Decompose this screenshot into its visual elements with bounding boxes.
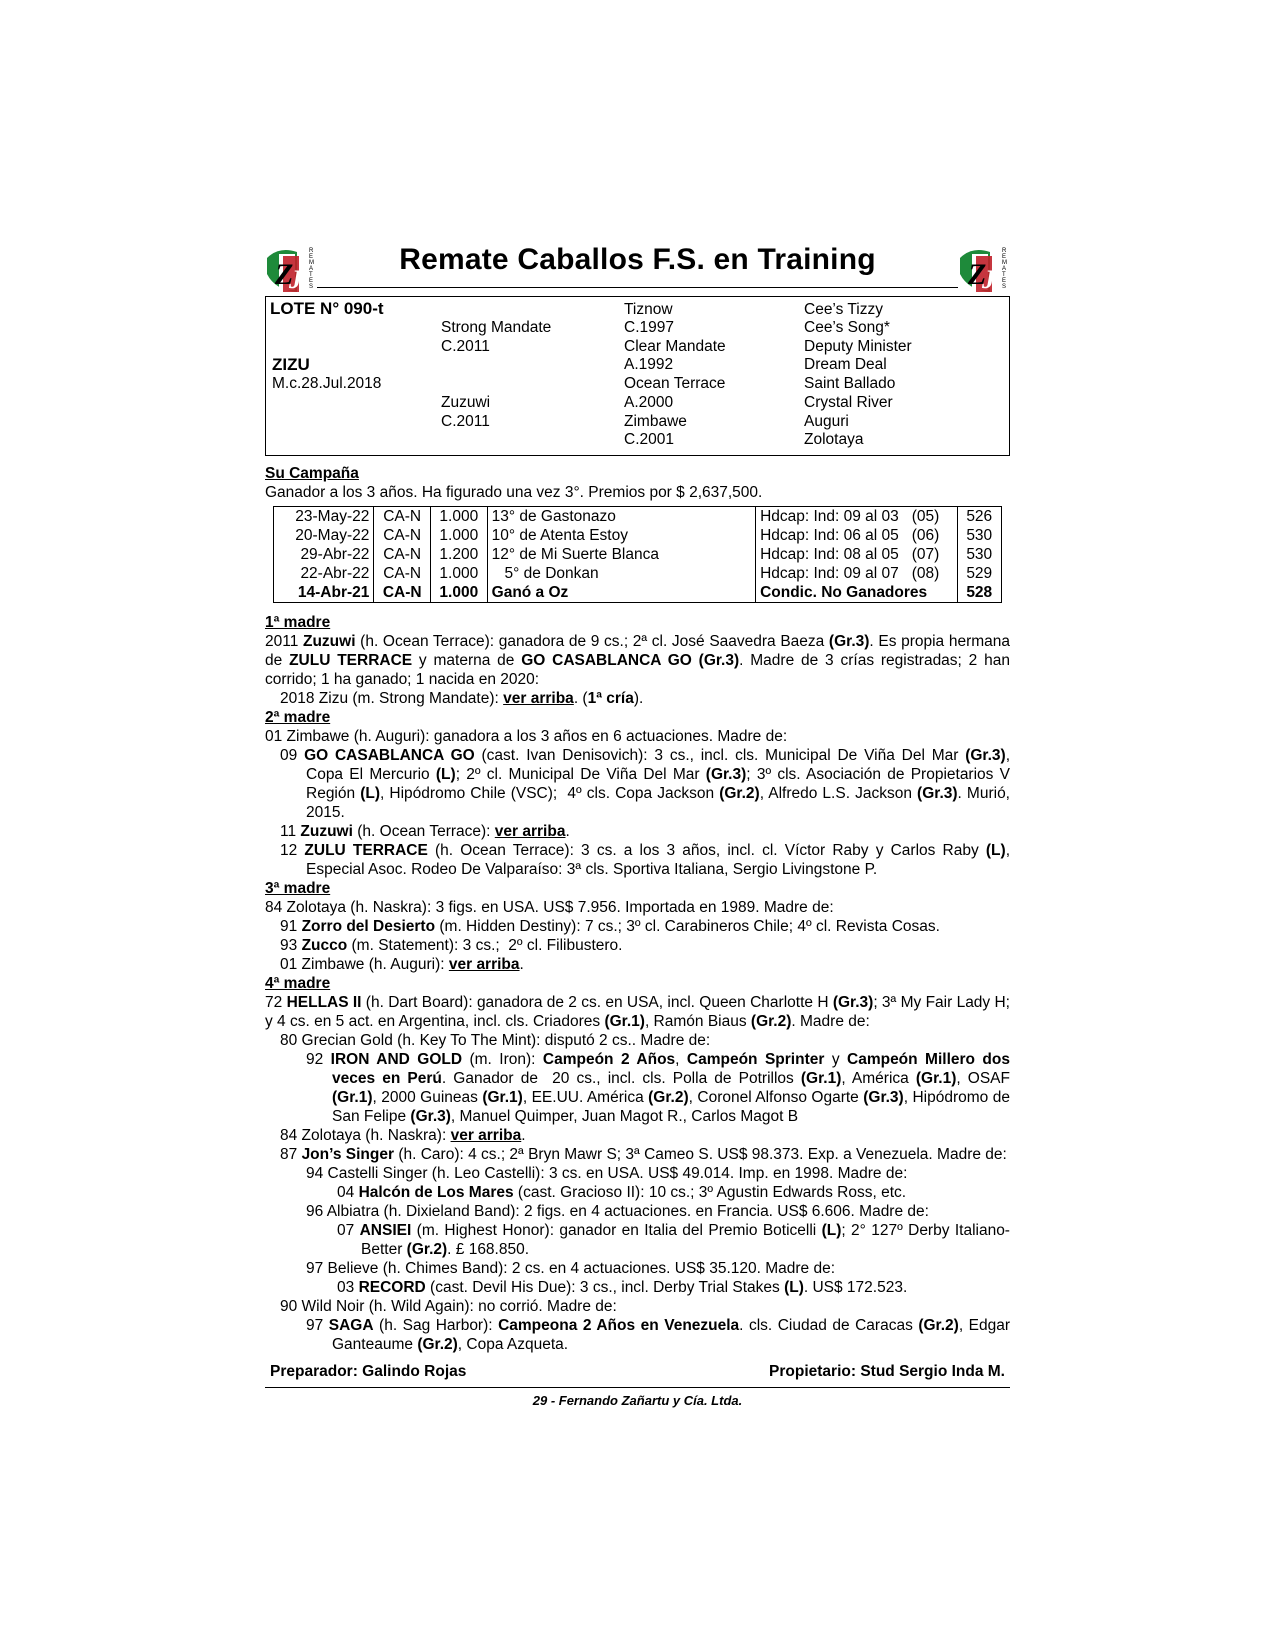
ancestor-6: Crystal River <box>804 394 893 411</box>
race-result: 10° de Atenta Estoy <box>487 526 755 545</box>
granddam-2-year: C.2001 <box>624 431 674 448</box>
fourth-dam-produce-3-2-1: 07 ANSIEI (m. Highest Honor): ganador en Italia del Premio Boticelli (L); 2° 127º Derby Italiano-Better (Gr.2). £ 168.850. <box>337 1222 1010 1258</box>
svg-text:A: A <box>1002 266 1007 272</box>
race-distance: 1.000 <box>431 583 488 603</box>
first-dam-produce: 2018 Zizu (m. Strong Mandate): ver arriba. (1ª cría). <box>280 690 644 707</box>
race-track: CA-N <box>374 526 431 545</box>
fourth-dam-produce-3-2: 96 Albiatra (h. Dixieland Band): 2 figs. en 4 actuaciones. en Francia. US$ 6.606. Madre de: <box>306 1203 929 1220</box>
owner-label: Propietario: Stud Sergio Inda M. <box>769 1363 1005 1380</box>
sire-year: C.2011 <box>441 338 490 355</box>
horse-info: M.c.28.Jul.2018 <box>272 375 382 392</box>
svg-text:R: R <box>1002 248 1007 254</box>
fourth-dam-produce-3-3: 97 Believe (h. Chimes Band): 2 cs. en 4 actuaciones. US$ 35.120. Madre de: <box>306 1260 836 1277</box>
race-row <box>274 583 1002 603</box>
third-dam-produce-1: 91 Zorro del Desierto (m. Hidden Destiny): 7 cs.; 3º cl. Carabineros Chile; 4º cl. Revista Cosas. <box>280 918 940 935</box>
race-condition: Hdcap: Ind: 09 al 07 (08) <box>756 564 957 583</box>
footer-credits <box>265 1362 1010 1381</box>
fourth-dam-produce-4: 90 Wild Noir (h. Wild Again): no corrió. Madre de: <box>280 1298 617 1315</box>
fourth-dam-produce-2: 84 Zolotaya (h. Naskra): ver arriba. <box>280 1127 526 1144</box>
ancestor-1: Cee’s Tizzy <box>804 301 883 318</box>
lot-number: LOTE N° 090-t <box>270 299 384 318</box>
race-distance: 1.000 <box>431 526 488 545</box>
first-dam-heading: 1ª madre <box>265 614 331 631</box>
granddam-1-year: A.1992 <box>624 356 674 373</box>
svg-text:J: J <box>982 265 995 294</box>
trainer-label: Preparador: Galindo Rojas <box>270 1363 467 1380</box>
svg-text:J: J <box>289 265 302 294</box>
svg-text:E: E <box>309 278 314 284</box>
fourth-dam-produce-3-1: 94 Castelli Singer (h. Leo Castelli): 3 cs. en USA. US$ 49.014. Imp. en 1998. Madre de: <box>306 1165 908 1182</box>
horse-name: ZIZU <box>272 355 310 374</box>
third-dam-produce-2: 93 Zucco (m. Statement): 3 cs.; 2º cl. Filibustero. <box>280 937 623 954</box>
race-result: 13° de Gastonazo <box>487 507 755 527</box>
ancestor-5: Saint Ballado <box>804 375 896 392</box>
race-date: 29-Abr-22 <box>300 546 370 563</box>
race-table <box>273 506 1002 603</box>
ancestor-3: Deputy Minister <box>804 338 912 355</box>
race-weight: 530 <box>957 545 1001 564</box>
second-dam-produce-2: 11 Zuzuwi (h. Ocean Terrace): ver arriba. <box>280 823 570 840</box>
svg-text:E: E <box>1002 254 1007 260</box>
race-condition: Hdcap: Ind: 09 al 03 (05) <box>756 507 957 527</box>
granddam-2: Zimbawe <box>624 413 687 430</box>
race-date: 23-May-22 <box>295 508 370 525</box>
race-date: 20-May-22 <box>295 527 370 544</box>
svg-text:E: E <box>309 254 314 260</box>
ancestor-8: Zolotaya <box>804 431 864 448</box>
ancestor-4: Dream Deal <box>804 356 887 373</box>
race-row <box>274 526 1002 545</box>
race-result: 12° de Mi Suerte Blanca <box>487 545 755 564</box>
race-track: CA-N <box>374 583 431 603</box>
svg-text:Z: Z <box>275 258 294 291</box>
race-track: CA-N <box>374 507 431 527</box>
race-weight: 529 <box>957 564 1001 583</box>
fourth-dam-produce-1: 80 Grecian Gold (h. Key To The Mint): disputó 2 cs.. Madre de: <box>280 1032 711 1049</box>
race-condition: Condic. No Ganadores <box>756 583 957 603</box>
dam-year: C.2011 <box>441 413 490 430</box>
race-date: 22-Abr-22 <box>300 565 370 582</box>
svg-text:S: S <box>1002 284 1007 290</box>
pedigree-box <box>265 296 1010 456</box>
fourth-dam-text: 72 HELLAS II (h. Dart Board): ganadora de 2 cs. en USA, incl. Queen Charlotte H (Gr.3); 3ª My Fair Lady H; y 4 cs. en 5 act. en Argentina, incl. cls. Criadores (Gr.1), Ramón Biaus (Gr.2). Madre de: <box>265 994 1010 1030</box>
race-row <box>274 545 1002 564</box>
svg-text:M: M <box>309 260 314 266</box>
sire-name: Strong Mandate <box>441 319 552 336</box>
campaign-summary: Ganador a los 3 años. Ha figurado una vez 3°. Premios por $ 2,637,500. <box>265 484 763 501</box>
third-dam-produce-3: 01 Zimbawe (h. Auguri): ver arriba. <box>280 956 524 973</box>
catalog-page <box>265 244 1010 1410</box>
race-weight: 528 <box>957 583 1001 603</box>
race-distance: 1.000 <box>431 564 488 583</box>
race-date: 14-Abr-21 <box>297 584 370 601</box>
race-result: Ganó a Oz <box>487 583 755 603</box>
fourth-dam-produce-3-3-1: 03 RECORD (cast. Devil His Due): 3 cs., incl. Derby Trial Stakes (L). US$ 172.523. <box>337 1279 908 1296</box>
svg-text:T: T <box>1002 272 1006 278</box>
race-row <box>274 564 1002 583</box>
race-distance: 1.000 <box>431 507 488 527</box>
second-dam-produce-3: 12 ZULU TERRACE (h. Ocean Terrace): 3 cs. a los 3 años, incl. cl. Víctor Raby y Carlos Raby (L), Especial Asoc. Rodeo De Valparaíso: 3ª cls. Sportiva Italiana, Sergio Livingstone P. <box>280 842 1010 878</box>
fourth-dam-produce-3: 87 Jon’s Singer (h. Caro): 4 cs.; 2ª Bryn Mawr S; 3ª Cameo S. US$ 98.373. Exp. a Venezuela. Madre de: <box>280 1146 1007 1163</box>
grandsire-1-year: C.1997 <box>624 319 674 336</box>
svg-text:Z: Z <box>968 258 987 291</box>
race-row <box>274 507 1002 527</box>
third-dam-heading: 3ª madre <box>265 880 331 897</box>
race-condition: Hdcap: Ind: 06 al 05 (06) <box>756 526 957 545</box>
grandsire-2: Ocean Terrace <box>624 375 726 392</box>
race-condition: Hdcap: Ind: 08 al 05 (07) <box>756 545 957 564</box>
grandsire-1: Tiznow <box>624 301 673 318</box>
second-dam-heading: 2ª madre <box>265 709 331 726</box>
zj-remates-logo-icon <box>958 244 1010 294</box>
fourth-dam-heading: 4ª madre <box>265 975 331 992</box>
campaign-heading: Su Campaña <box>265 465 359 482</box>
first-dam-text: 2011 Zuzuwi (h. Ocean Terrace): ganadora de 9 cs.; 2ª cl. José Saavedra Baeza (Gr.3). Es propia hermana de ZULU TERRACE y materna de GO CASABLANCA GO (Gr.3). Madre de 3 crías registradas; 2 han corrido; 1 ha ganado; 1 nacida en 2020: <box>265 633 1010 688</box>
dam-name: Zuzuwi <box>441 394 491 411</box>
second-dam-produce-1: 09 GO CASABLANCA GO (cast. Ivan Denisovich): 3 cs., incl. cls. Municipal De Viña Del Mar (Gr.3), Copa El Mercurio (L); 2º cl. Municipal De Viña Del Mar (Gr.3); 3º cls. Asociación de Propietarios V Región (L), Hipódromo Chile (VSC); 4º cls. Copa Jackson (Gr.2), Alfredo L.S. Jackson (Gr.3). Murió, 2015. <box>280 747 1010 821</box>
fourth-dam-produce-1-1: 92 IRON AND GOLD (m. Iron): Campeón 2 Años, Campeón Sprinter y Campeón Millero dos veces en Perú. Ganador de 20 cs., incl. cls. Polla de Potrillos (Gr.1), América (Gr.1), OSAF (Gr.1), 2000 Guineas (Gr.1), EE.UU. América (Gr.2), Coronel Alfonso Ogarte (Gr.3), Hipódromo de San Felipe (Gr.3), Manuel Quimper, Juan Magot R., Carlos Magot B <box>306 1051 1010 1125</box>
page-header <box>265 244 1010 296</box>
page-number: 29 - Fernando Zañartu y Cía. Ltda. <box>532 1393 743 1408</box>
fourth-dam-produce-3-1-1: 04 Halcón de Los Mares (cast. Gracioso II): 10 cs.; 3º Agustin Edwards Ross, etc. <box>337 1184 907 1201</box>
title-rule <box>317 287 958 288</box>
race-distance: 1.200 <box>431 545 488 564</box>
svg-text:R: R <box>309 248 314 254</box>
ancestor-7: Auguri <box>804 413 849 430</box>
race-track: CA-N <box>374 564 431 583</box>
second-dam-text: 01 Zimbawe (h. Auguri): ganadora a los 3 años en 6 actuaciones. Madre de: <box>265 728 788 745</box>
race-result: 5° de Donkan <box>487 564 755 583</box>
race-track: CA-N <box>374 545 431 564</box>
fourth-dam-produce-4-1: 97 SAGA (h. Sag Harbor): Campeona 2 Años en Venezuela. cls. Ciudad de Caracas (Gr.2), Edgar Ganteaume (Gr.2), Copa Azqueta. <box>306 1317 1010 1353</box>
svg-text:M: M <box>1002 260 1007 266</box>
footer-rule <box>265 1387 1010 1388</box>
svg-text:T: T <box>309 272 313 278</box>
svg-text:A: A <box>309 266 314 272</box>
third-dam-text: 84 Zolotaya (h. Naskra): 3 figs. en USA. US$ 7.956. Importada en 1989. Madre de: <box>265 899 834 916</box>
race-weight: 526 <box>957 507 1001 527</box>
race-weight: 530 <box>957 526 1001 545</box>
grandsire-2-year: A.2000 <box>624 394 674 411</box>
page-title: Remate Caballos F.S. en Training <box>399 243 876 276</box>
svg-text:S: S <box>309 284 314 290</box>
svg-text:E: E <box>1002 278 1007 284</box>
granddam-1: Clear Mandate <box>624 338 726 355</box>
ancestor-2: Cee’s Song* <box>804 319 890 336</box>
